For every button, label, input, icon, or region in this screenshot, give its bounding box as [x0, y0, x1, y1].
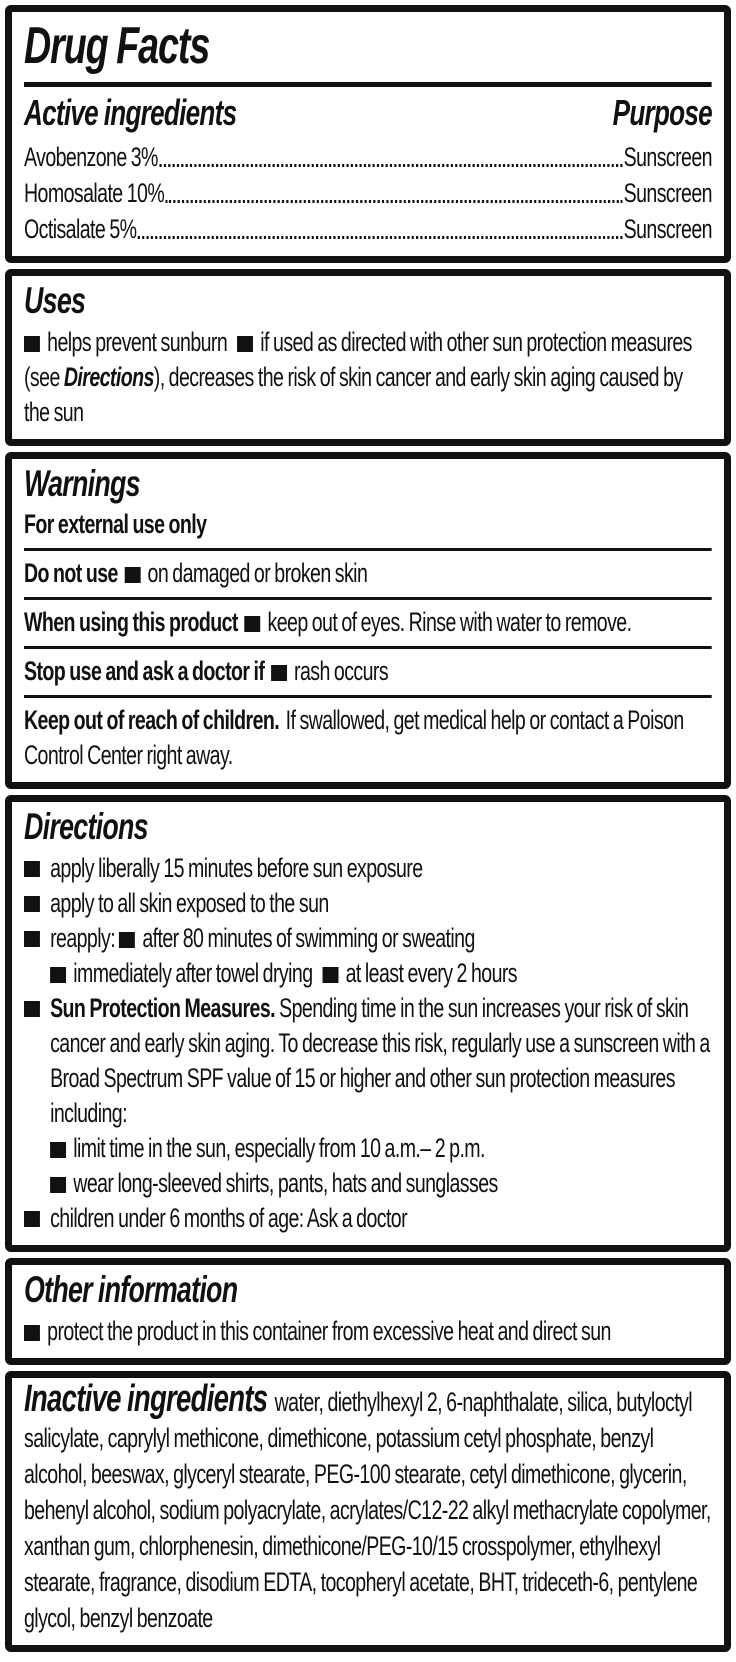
inactive-ingredients-paragraph — [24, 1377, 712, 1636]
uses-paragraph — [24, 325, 712, 430]
reapply-label: reapply: — [50, 923, 116, 954]
external-use-text: For external use only — [24, 509, 207, 540]
title-divider — [24, 82, 712, 87]
reapply-line2 — [50, 956, 712, 991]
direction-item — [24, 1201, 712, 1236]
ingredient-purpose: Sunscreen — [623, 141, 712, 172]
warning-row — [24, 556, 712, 591]
ingredient-name: Octisalate 5% — [24, 213, 137, 244]
bullet-icon — [24, 1211, 40, 1227]
ingredient-purpose: Sunscreen — [623, 177, 712, 208]
uses-heading: Uses — [24, 279, 86, 321]
other-information-heading: Other information — [24, 1269, 238, 1311]
section-directions — [5, 795, 731, 1252]
uses-bullet1-text: helps prevent sunburn — [47, 326, 228, 357]
dot-leader — [159, 164, 622, 167]
bullet-icon — [50, 1177, 66, 1193]
external-use-statement — [24, 507, 712, 542]
warnings-divider — [24, 646, 712, 649]
bullet-icon — [237, 336, 253, 352]
table-row — [24, 175, 712, 211]
bullet-icon — [24, 1325, 40, 1341]
bullet-icon — [24, 1001, 40, 1017]
keep-out-of-reach-label: Keep out of reach of children. — [24, 705, 280, 736]
inactive-ingredients-text: water, diethylhexyl 2, 6-naphthalate, silica, butyloctyl salicylate, caprylyl methicone, dimethicone, potassium cetyl phosphate, benzyl alcohol, beeswax, glyceryl stearate, PEG-100 stearate, cetyl dimethicone, glycerin, behenyl alcohol, sodium polyacrylate, acrylates/C12-22 alkyl methacrylate copolymer, xanthan gum, chlorphenesin, dimethicone/PEG-10/15 crosspolymer, ethylhexyl stearate, fragrance, disodium EDTA, tocopheryl acetate, BHT, trideceth-6, pentylene glycol, benzyl benzoate — [24, 1386, 711, 1633]
uses-directions-reference: Directions — [63, 361, 154, 392]
ingredient-purpose: Sunscreen — [623, 213, 712, 244]
sun-protection-paragraph — [50, 991, 712, 1131]
bullet-icon — [24, 896, 40, 912]
warnings-divider — [24, 695, 712, 698]
section-active-ingredients — [5, 5, 731, 263]
uses-bullet2-text-end: ), decreases the risk of skin cancer and early skin aging caused by the sun — [24, 361, 683, 427]
table-row — [24, 139, 712, 175]
bullet-icon — [322, 967, 338, 983]
ingredient-name: Avobenzone 3% — [24, 141, 158, 172]
section-uses — [5, 269, 731, 446]
bullet-icon — [24, 861, 40, 877]
sun-protection-sub2 — [50, 1166, 712, 1201]
bullet-icon — [24, 931, 40, 947]
active-ingredients-heading: Active ingredients — [24, 91, 237, 133]
bullet-icon — [24, 336, 40, 352]
ingredient-name: Homosalate 10% — [24, 177, 165, 208]
dot-leader — [166, 200, 623, 203]
sun-protection-label: Sun Protection Measures. — [50, 993, 275, 1024]
sun-protection-sub2-text: wear long-sleeved shirts, pants, hats and sunglasses — [73, 1168, 498, 1199]
warning-row — [24, 605, 712, 640]
direction-item — [24, 886, 712, 921]
direction-item-sun-protection — [24, 991, 712, 1201]
purpose-heading: Purpose — [612, 91, 712, 133]
reapply-line — [50, 921, 712, 956]
direction-text: children under 6 months of age: Ask a doctor — [50, 1203, 408, 1234]
other-information-row — [24, 1314, 712, 1349]
warning-label: When using this product — [24, 607, 238, 638]
active-ingredients-header — [24, 92, 712, 133]
bullet-icon — [50, 967, 66, 983]
reapply-sub2b-text: at least every 2 hours — [345, 958, 518, 989]
sun-protection-sub1 — [50, 1131, 712, 1166]
sun-protection-sub1-text: limit time in the sun, especially from 10 a.m.– 2 p.m. — [73, 1133, 485, 1164]
warning-text: on damaged or broken skin — [147, 558, 368, 589]
direction-item — [24, 851, 712, 886]
reapply-sub2a-text: immediately after towel drying — [73, 958, 313, 989]
keep-out-of-reach-row — [24, 703, 712, 773]
page-title: Drug Facts — [24, 17, 210, 75]
warnings-divider — [24, 597, 712, 600]
bullet-icon — [124, 567, 140, 583]
dot-leader — [138, 236, 622, 239]
warning-label: Stop use and ask a doctor if — [24, 656, 265, 687]
bullet-icon — [119, 932, 135, 948]
keep-out-of-reach-text: If swallowed, get medical help or contact a Poison Control Center right away. — [24, 705, 684, 771]
uses-bullet2-text: if used as directed with other sun protection measures (see — [24, 326, 692, 392]
bullet-icon — [271, 665, 287, 681]
direction-text: apply to all skin exposed to the sun — [50, 888, 329, 919]
warnings-heading: Warnings — [24, 462, 140, 504]
section-other-information — [5, 1258, 731, 1365]
warnings-divider — [24, 548, 712, 551]
direction-item-reapply — [24, 921, 712, 991]
other-information-text: protect the product in this container from excessive heat and direct sun — [47, 1315, 611, 1346]
table-row — [24, 211, 712, 247]
directions-heading: Directions — [24, 806, 148, 848]
inactive-ingredients-heading: Inactive ingredients — [24, 1377, 268, 1420]
warning-text: keep out of eyes. Rinse with water to remove. — [267, 607, 632, 638]
section-warnings — [5, 452, 731, 790]
warning-label: Do not use — [24, 558, 118, 589]
bullet-icon — [50, 1142, 66, 1158]
warning-text: rash occurs — [294, 656, 389, 687]
direction-text: apply liberally 15 minutes before sun exposure — [50, 853, 423, 884]
section-inactive-ingredients — [5, 1371, 731, 1652]
sun-protection-text: Spending time in the sun increases your risk of skin cancer and early skin aging. To decrease this risk, regularly use a sunscreen with a Broad Spectrum SPF value of 15 or higher and other sun protection measures including: — [50, 993, 710, 1129]
bullet-icon — [244, 616, 260, 632]
warning-row — [24, 654, 712, 689]
reapply-sub1-text: after 80 minutes of swimming or sweating — [142, 923, 475, 954]
